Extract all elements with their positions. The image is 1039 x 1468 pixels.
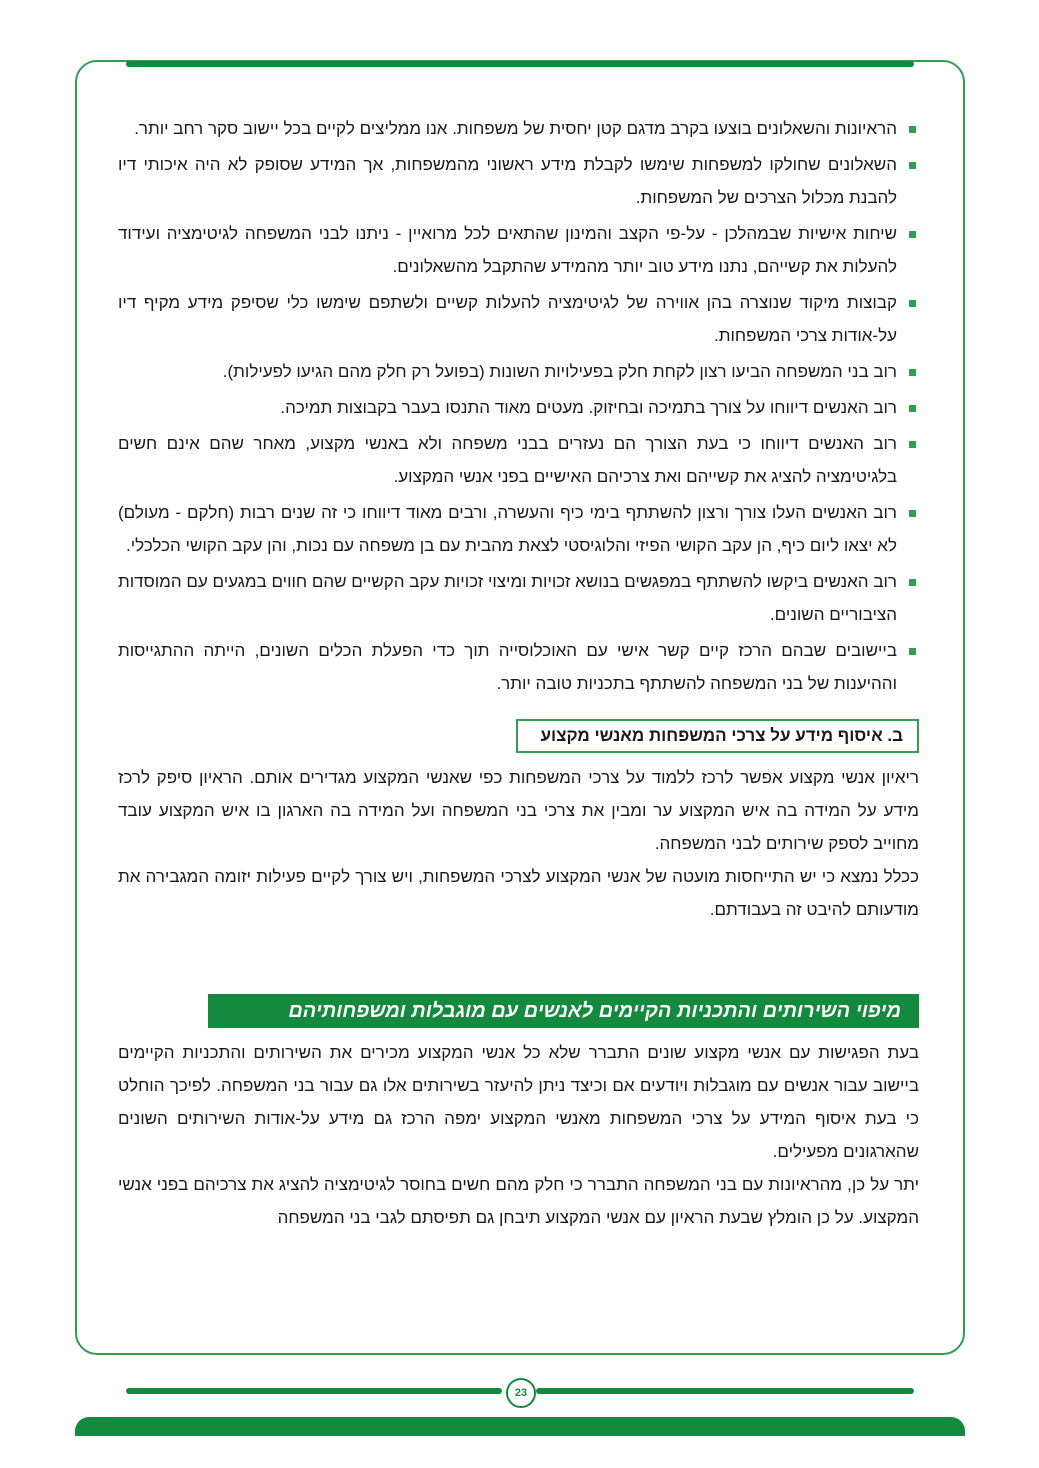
subsection-paragraph: ריאיון אנשי מקצוע אפשר לרכז ללמוד על צרכי המשפחות כפי שאנשי המקצוע מגדירים אותם. הראיון סיפק לרכז מידע על המידה בה איש המקצוע ער ומבין את צרכי בני המשפחה ועל המידה בה הארגון בו איש המקצוע עובד מחוייב לספק שירותים לבני המשפחה. (118, 768, 919, 853)
section-heading: מיפוי השירותים והתכניות הקיימים לאנשים עם מוגבלות ומשפחותיהם (208, 994, 919, 1028)
subsection-paragraph: ככלל נמצא כי יש התייחסות מועטה של אנשי המקצוע לצרכי המשפחות, ויש צורך לקיים פעילות יזומה המגבירה את מודעותם להיבט זה בעבודתם. (118, 867, 919, 919)
top-decorative-bar (126, 61, 914, 67)
page-number: 23 (506, 1378, 536, 1408)
bottom-decorative-band (75, 1417, 965, 1436)
list-item: רוב האנשים דיווחו כי בעת הצורך הם נעזרים בבני משפחה ולא באנשי מקצוע, מאחר שהם אינם חשים בלגיטימציה להציג את קשייהם ואת צרכיהם האישיים בפני אנשי המקצוע. (118, 427, 919, 493)
list-item: שיחות אישיות שבמהלכן - על-פי הקצב והמינון שהתאים לכל מרואיין - ניתנו לבני המשפחה לגיטימציה ועידוד להעלות את קשייהם, נתנו מידע טוב יותר מהמידע שהתקבל מהשאלונים. (118, 217, 919, 283)
footer-line-right (536, 1388, 914, 1394)
list-item: הראיונות והשאלונים בוצעו בקרב מדגם קטן יחסית של משפחות. אנו ממליצים לקיים בכל יישוב סקר רחב יותר. (118, 112, 919, 145)
list-item: קבוצות מיקוד שנוצרה בהן אווירה של לגיטימציה להעלות קשיים ולשתפם שימשו כלי שסיפק מידע מקיף דיו על-אודות צרכי המשפחות. (118, 286, 919, 352)
footer-line-left (126, 1388, 502, 1394)
list-item: רוב האנשים ביקשו להשתתף במפגשים בנושא זכויות ומיצוי זכויות עקב הקשיים שהם חווים במגעים עם המוסדות הציבוריים השונים. (118, 565, 919, 631)
list-item: רוב האנשים העלו צורך ורצון להשתתף בימי כיף והעשרה, ורבים מאוד דיווחו כי זה שנים רבות (חלקם - מעולם) לא יצאו ליום כיף, הן עקב הקושי הפיזי והלוגיסטי לצאת מהבית עם בן משפחה עם נכות, והן עקב הקושי הכלכלי. (118, 496, 919, 562)
subsection-heading: ב. איסוף מידע על צרכי המשפחות מאנשי מקצוע (516, 719, 919, 753)
list-item: ביישובים שבהם הרכז קיים קשר אישי עם האוכלוסייה תוך כדי הפעלת הכלים השונים, הייתה ההתגייסות וההיענות של בני המשפחה להשתתף בתכניות טובה יותר. (118, 634, 919, 700)
findings-list (118, 112, 919, 700)
list-item: השאלונים שחולקו למשפחות שימשו לקבלת מידע ראשוני מהמשפחות, אך המידע שסופק לא היה איכותי דיו להבנת מכלול הצרכים של המשפחות. (118, 148, 919, 214)
list-item: רוב האנשים דיווחו על צורך בתמיכה ובחיזוק. מעטים מאוד התנסו בעבר בקבוצות תמיכה. (118, 391, 919, 424)
section-paragraph: יתר על כן, מהראיונות עם בני המשפחה התברר כי חלק מהם חשים בחוסר לגיטימציה להציג את צרכיהם בפני אנשי המקצוע. על כן הומלץ שבעת הראיון עם אנשי המקצוע תיבחן גם תפיסתם לגבי בני המשפחה (118, 1175, 919, 1227)
page-content (118, 112, 919, 1234)
list-item: רוב בני המשפחה הביעו רצון לקחת חלק בפעילויות השונות (בפועל רק חלק מהם הגיעו לפעילות). (118, 355, 919, 388)
section-paragraph: בעת הפגישות עם אנשי מקצוע שונים התברר שלא כל אנשי המקצוע מכירים את השירותים והתכניות הקיימים ביישוב עבור אנשים עם מוגבלות ויודעים אם וכיצד ניתן להיעזר בשירותים אלו גם עבור בני המשפחה. לפיכך הוחלט כי בעת איסוף המידע על צרכי המשפחות מאנשי המקצוע ימפה הרכז גם מידע על-אודות השירותים השונים שהארגונים מפעילים. (118, 1043, 919, 1161)
